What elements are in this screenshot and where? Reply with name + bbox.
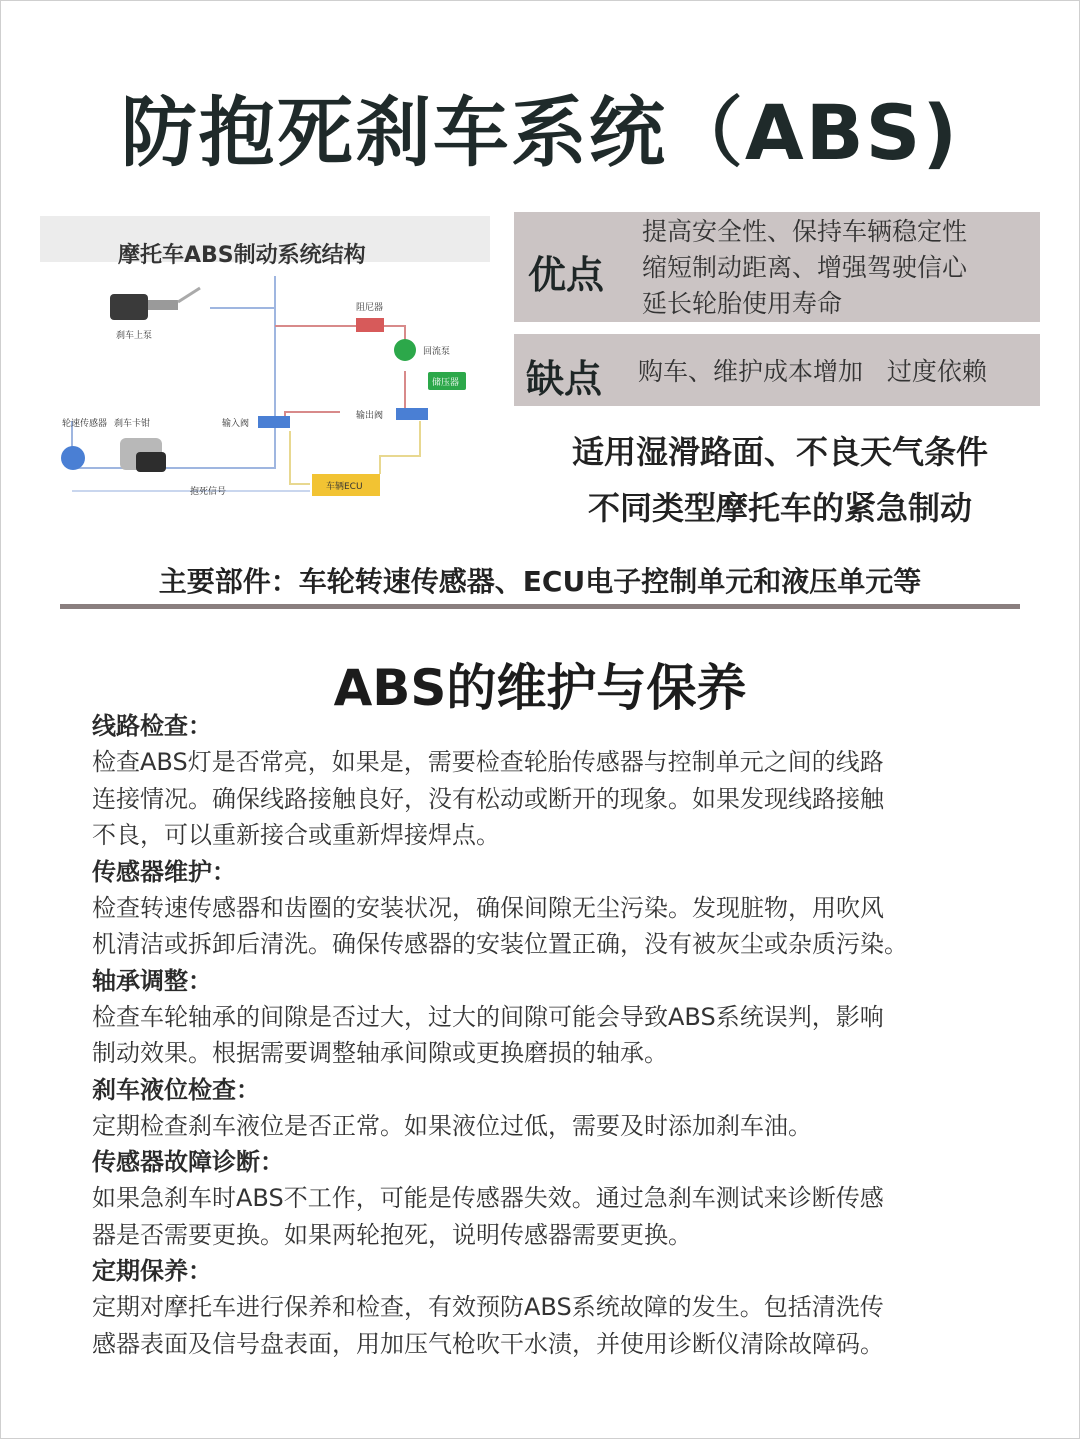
pipe-yellow-2	[380, 421, 420, 474]
divider	[60, 604, 1020, 609]
section-line: 连接情况。确保线路接触良好，没有松动或断开的现象。如果发现线路接触	[92, 784, 884, 813]
label-wheel-sensor: 轮速传感器	[62, 419, 108, 429]
application-line-1: 适用湿滑路面、不良天气条件	[571, 433, 988, 471]
section-line: 检查车轮轴承的间隙是否过大，过大的间隙可能会导致ABS系统误判，影响	[92, 1002, 884, 1031]
inlet-valve-block	[258, 416, 290, 428]
section-heading: 传感器故障诊断：	[92, 1148, 284, 1176]
cons-tag: 缺点	[526, 357, 603, 401]
label-master-pump: 刹车上泵	[116, 331, 153, 341]
caliper-icon	[120, 438, 166, 472]
section-heading: 线路检查：	[92, 712, 212, 740]
section-sensor	[92, 854, 992, 963]
section-regular-maintenance	[92, 1253, 992, 1362]
section-line: 检查转速传感器和齿圈的安装状况，确保间隙无尘污染。发现脏物，用吹风	[92, 893, 884, 922]
section-line: 不良，可以重新接合或重新焊接焊点。	[92, 821, 500, 849]
section-line: 检查ABS灯是否常亮，如果是，需要检查轮胎传感器与控制单元之间的线路	[92, 748, 884, 776]
section-sensor-diagnosis	[92, 1144, 992, 1253]
pipe-red-2	[405, 371, 420, 412]
section-line: 定期检查刹车液位是否正常。如果液位过低，需要及时添加刹车油。	[92, 1111, 812, 1140]
label-caliper: 刹车卡钳	[114, 419, 151, 429]
label-damper: 阻尼器	[356, 303, 384, 313]
pipe-red-3	[285, 412, 340, 421]
label-signal: 抱死信号	[190, 487, 227, 497]
pipe-blue-main	[72, 308, 275, 468]
return-pump-circle	[394, 339, 416, 361]
pros-panel	[514, 212, 1040, 322]
label-outlet-valve: 输出阀	[356, 411, 384, 421]
abs-structure-diagram	[40, 216, 490, 516]
section-heading: 定期保养：	[92, 1257, 212, 1285]
section-line: 感器表面及信号盘表面，用加压气枪吹干水渍，并使用诊断仪清除故障码。	[92, 1329, 884, 1358]
section-heading: 轴承调整：	[92, 966, 212, 995]
pros-item: 提高安全性、保持车辆稳定性	[642, 217, 968, 246]
section-line: 机清洁或拆卸后清洗。确保传感器的安装位置正确，没有被灰尘或杂质污染。	[92, 930, 908, 958]
label-accumulator: 储压器	[432, 378, 460, 388]
application-text	[520, 424, 1040, 536]
pros-item: 缩短制动距离、增强驾驶信心	[642, 253, 968, 282]
label-return-pump: 回流泵	[423, 347, 451, 357]
pipe-red	[275, 326, 405, 348]
pros-item: 延长轮胎使用寿命	[642, 289, 843, 318]
section-heading: 传感器维护：	[92, 857, 236, 886]
section-line: 制动效果。根据需要调整轴承间隙或更换磨损的轴承。	[92, 1039, 668, 1067]
application-line-2: 不同类型摩托车的紧急制动	[587, 489, 972, 527]
components-text: 主要部件：车轮转速传感器、ECU电子控制单元和液压单元等	[158, 565, 922, 598]
master-pump-icon	[110, 288, 200, 320]
section-line: 器是否需要更换。如果两轮抱死，说明传感器需要更换。	[92, 1220, 692, 1249]
section-bearing	[92, 963, 992, 1072]
cons-text: 购车、维护成本增加 过度依赖	[638, 357, 987, 386]
section-brake-fluid	[92, 1072, 992, 1145]
pipe-yellow	[290, 431, 310, 484]
damper-block	[356, 318, 384, 332]
section-line: 如果急刹车时ABS不工作，可能是传感器失效。通过急刹车测试来诊断传感	[92, 1184, 884, 1212]
outlet-valve-block	[396, 408, 428, 420]
pros-tag: 优点	[528, 253, 605, 297]
label-ecu: 车辆ECU	[326, 482, 363, 492]
maintenance-title: ABS的维护与保养	[333, 659, 747, 717]
wheel-sensor-circle	[61, 446, 85, 470]
page-title: 防抱死刹车系统（ABS)	[120, 88, 960, 177]
diagram-svg	[40, 216, 490, 516]
pros-list	[642, 214, 967, 322]
cons-panel	[514, 334, 1040, 406]
section-line: 定期对摩托车进行保养和检查，有效预防ABS系统故障的发生。包括清洗传	[92, 1293, 884, 1321]
section-wiring	[92, 708, 992, 854]
section-heading: 刹车液位检查：	[92, 1075, 260, 1104]
diagram-title: 摩托车ABS制动系统结构	[118, 243, 366, 268]
maintenance-sections	[92, 708, 992, 1362]
label-inlet-valve: 输入阀	[222, 419, 250, 429]
